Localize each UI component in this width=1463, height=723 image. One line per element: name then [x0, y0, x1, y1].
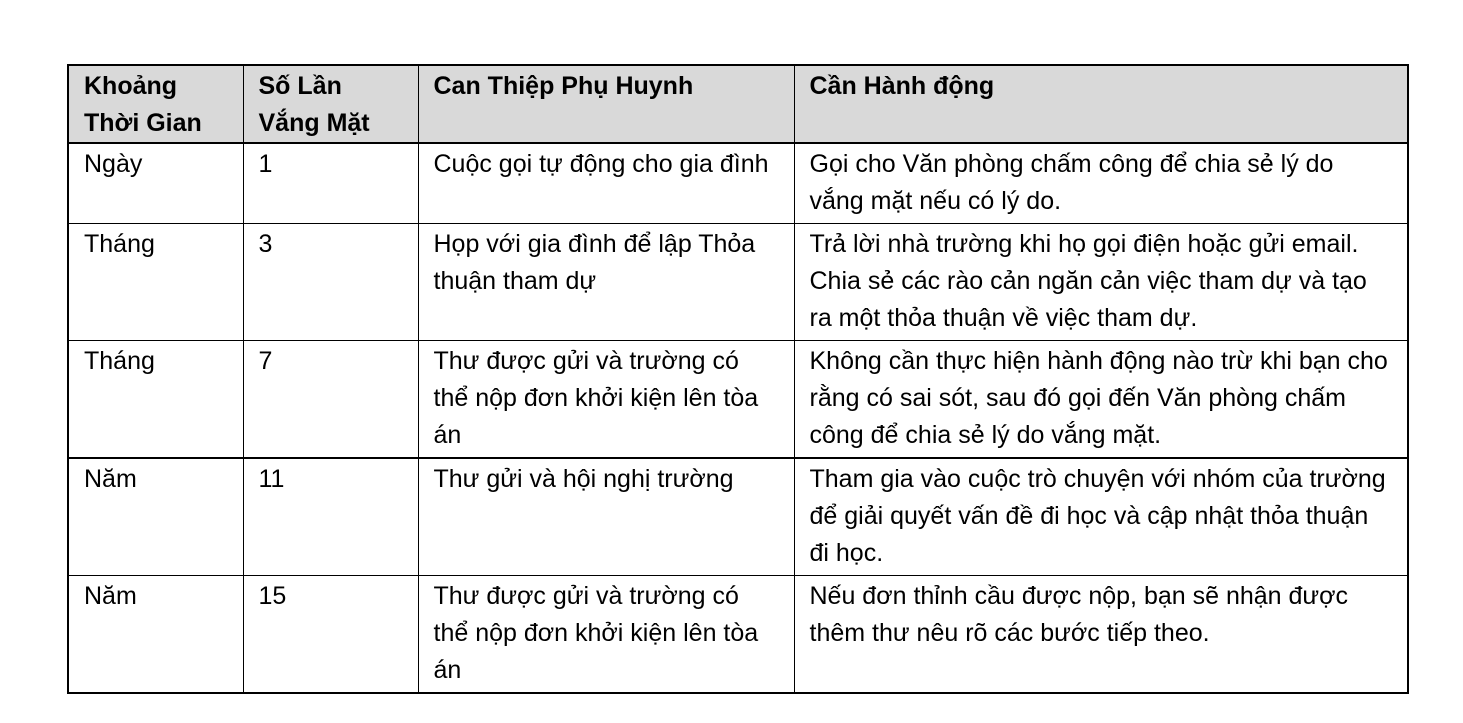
attendance-intervention-table — [67, 64, 1409, 694]
table-row — [68, 341, 1408, 459]
cell-period: Tháng — [68, 224, 243, 341]
cell-action: Không cần thực hiện hành động nào trừ khi bạn cho rằng có sai sót, sau đó gọi đến Văn phòng chấm công để chia sẻ lý do vắng mặt. — [794, 341, 1408, 459]
cell-action: Nếu đơn thỉnh cầu được nộp, bạn sẽ nhận được thêm thư nêu rõ các bước tiếp theo. — [794, 576, 1408, 694]
cell-period: Tháng — [68, 341, 243, 459]
header-period: Khoảng Thời Gian — [68, 65, 243, 143]
cell-period: Năm — [68, 458, 243, 576]
cell-action: Trả lời nhà trường khi họ gọi điện hoặc gửi email. Chia sẻ các rào cản ngăn cản việc tham dự và tạo ra một thỏa thuận về việc tham dự. — [794, 224, 1408, 341]
table-row — [68, 143, 1408, 224]
cell-absences: 7 — [243, 341, 418, 459]
cell-period: Ngày — [68, 143, 243, 224]
header-absences: Số Lần Vắng Mặt — [243, 65, 418, 143]
cell-intervention: Cuộc gọi tự động cho gia đình — [418, 143, 794, 224]
header-intervention: Can Thiệp Phụ Huynh — [418, 65, 794, 143]
cell-absences: 1 — [243, 143, 418, 224]
header-row — [68, 65, 1408, 143]
cell-absences: 3 — [243, 224, 418, 341]
table-row — [68, 458, 1408, 576]
cell-intervention: Thư được gửi và trường có thể nộp đơn khởi kiện lên tòa án — [418, 576, 794, 694]
cell-intervention: Thư gửi và hội nghị trường — [418, 458, 794, 576]
cell-intervention: Họp với gia đình để lập Thỏa thuận tham dự — [418, 224, 794, 341]
cell-action: Gọi cho Văn phòng chấm công để chia sẻ lý do vắng mặt nếu có lý do. — [794, 143, 1408, 224]
table-body — [68, 143, 1408, 693]
cell-period: Năm — [68, 576, 243, 694]
header-action: Cần Hành động — [794, 65, 1408, 143]
cell-absences: 11 — [243, 458, 418, 576]
cell-absences: 15 — [243, 576, 418, 694]
table-header — [68, 65, 1408, 143]
table-row — [68, 224, 1408, 341]
cell-action: Tham gia vào cuộc trò chuyện với nhóm của trường để giải quyết vấn đề đi học và cập nhật thỏa thuận đi học. — [794, 458, 1408, 576]
table-row — [68, 576, 1408, 694]
cell-intervention: Thư được gửi và trường có thể nộp đơn khởi kiện lên tòa án — [418, 341, 794, 459]
